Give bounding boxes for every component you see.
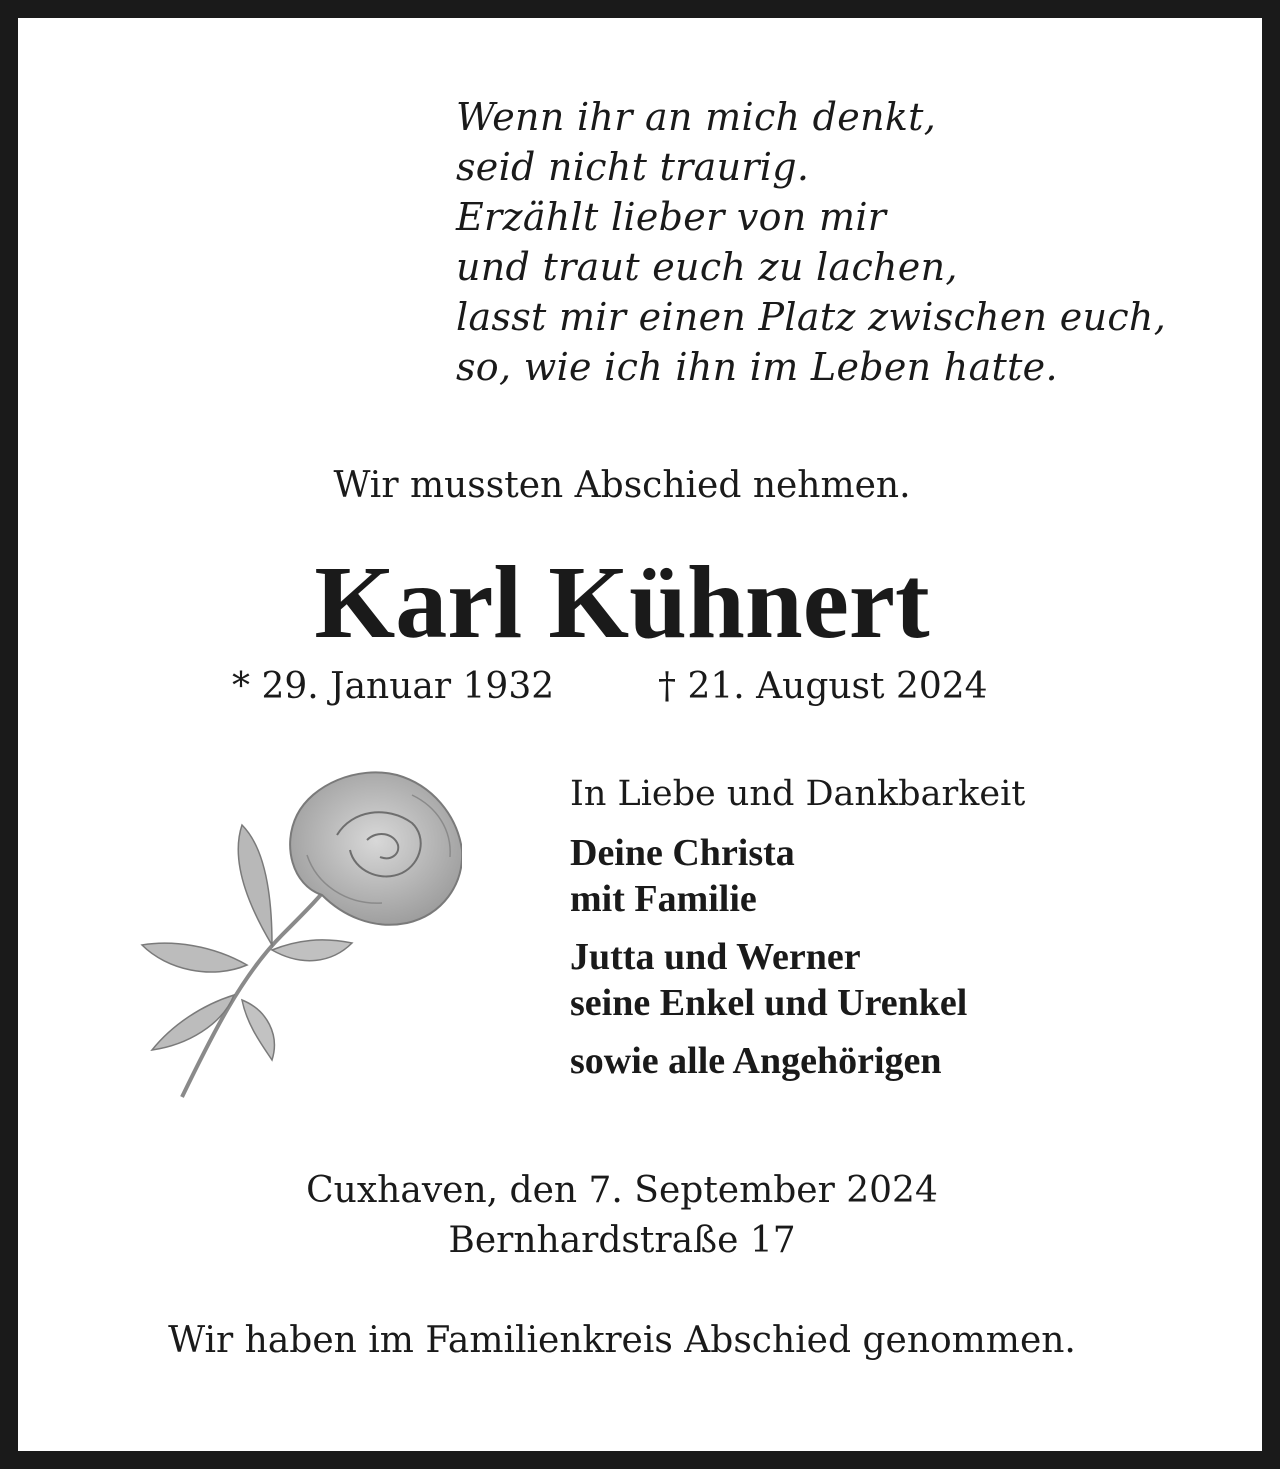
poem-line: und traut euch zu lachen, — [456, 245, 958, 289]
mourner-group — [570, 1038, 1025, 1084]
mourner-group — [570, 830, 1025, 922]
rose-icon — [122, 745, 462, 1105]
mourner-line: seine Enkel und Urenkel — [570, 982, 968, 1024]
mourner-line: Jutta und Werner — [570, 936, 861, 978]
poem-line: seid nicht traurig. — [456, 145, 810, 189]
deceased-name: Karl Kühnert — [314, 545, 930, 660]
mourner-group — [570, 934, 1025, 1026]
intro-text: Wir mussten Abschied nehmen. — [333, 465, 911, 506]
mourner-line: sowie alle Angehörigen — [570, 1040, 942, 1082]
closing-text: Wir haben im Familienkreis Abschied genommen. — [168, 1320, 1076, 1361]
poem — [456, 92, 1166, 392]
death-date: † 21. August 2024 — [658, 666, 988, 707]
birth-date: * 29. Januar 1932 — [232, 666, 555, 707]
mourner-line: Deine Christa — [570, 832, 795, 874]
poem-line: so, wie ich ihn im Leben hatte. — [456, 345, 1058, 389]
poem-line: Erzählt lieber von mir — [456, 195, 887, 239]
dedication-text: In Liebe und Dankbarkeit — [570, 774, 1026, 814]
mourners-block — [570, 774, 1025, 1096]
street-address: Bernhardstraße 17 — [448, 1220, 796, 1261]
poem-line: lasst mir einen Platz zwischen euch, — [456, 295, 1167, 339]
place-date: Cuxhaven, den 7. September 2024 — [306, 1170, 938, 1211]
mourner-line: mit Familie — [570, 878, 757, 920]
poem-line: Wenn ihr an mich denkt, — [456, 95, 937, 139]
